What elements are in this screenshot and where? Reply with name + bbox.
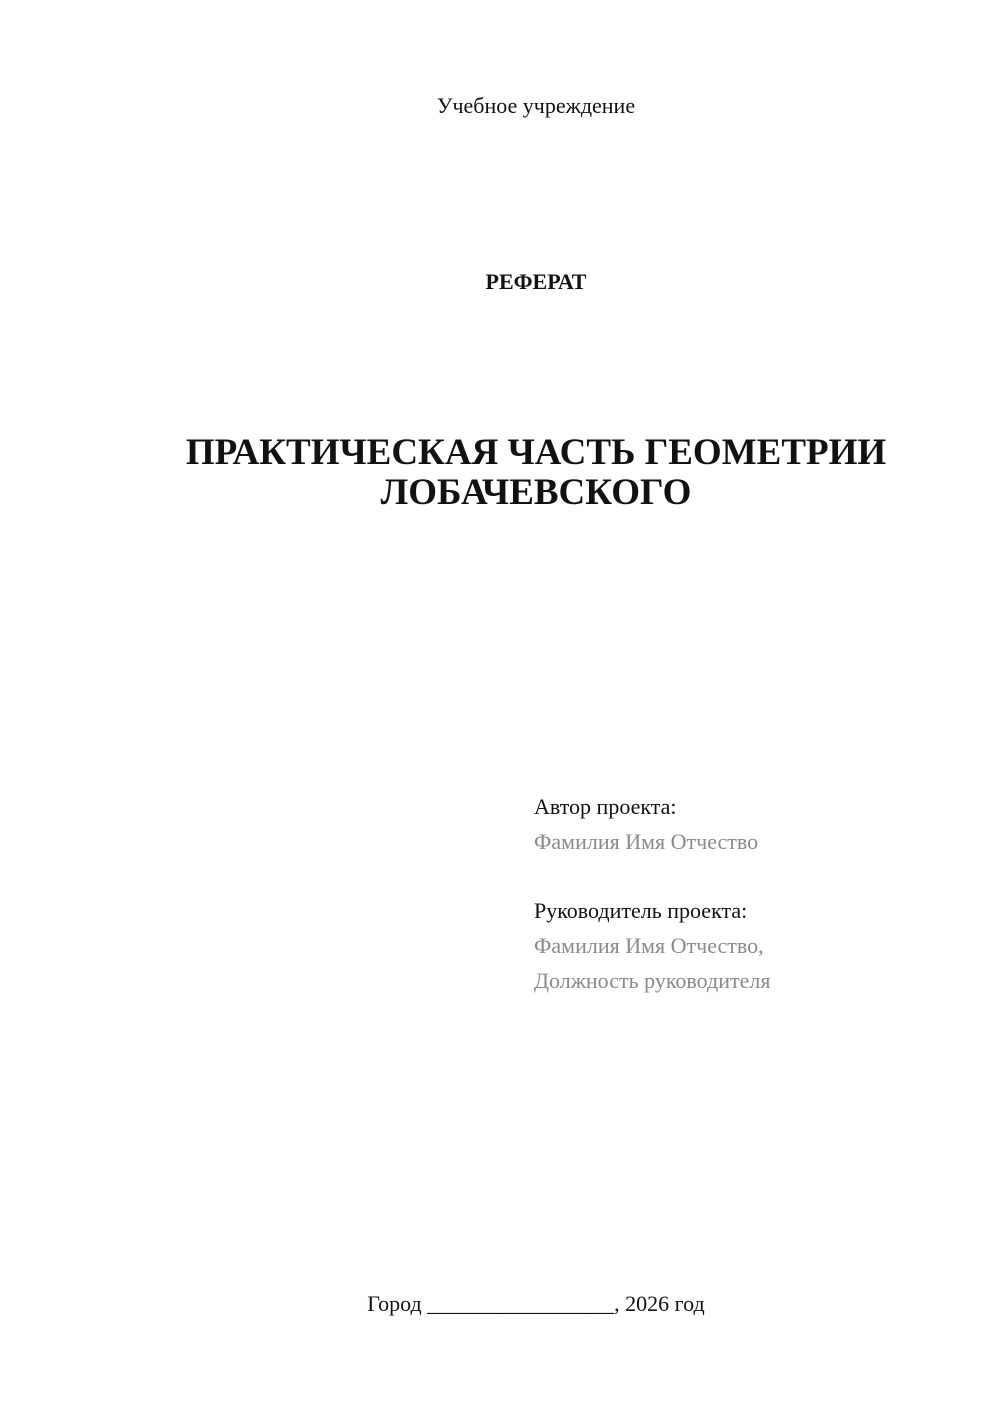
city-year-line: Город _________________, 2026 год [367,1291,705,1316]
supervisor-position: Должность руководителя [534,968,771,993]
document-title [130,433,942,513]
title-line-1: ПРАКТИЧЕСКАЯ ЧАСТЬ ГЕОМЕТРИИ [185,432,887,473]
author-name: Фамилия Имя Отчество [534,829,759,854]
info-spacer [534,859,974,893]
supervisor-name: Фамилия Имя Отчество, [534,933,764,958]
institution-name: Учебное учреждение [436,93,636,118]
document-type: РЕФЕРАТ [485,269,587,294]
title-line-2: ЛОБАЧЕВСКОГО [380,472,692,513]
project-info [534,789,974,998]
supervisor-label: Руководитель проекта: [534,898,748,923]
author-label: Автор проекта: [534,794,677,819]
